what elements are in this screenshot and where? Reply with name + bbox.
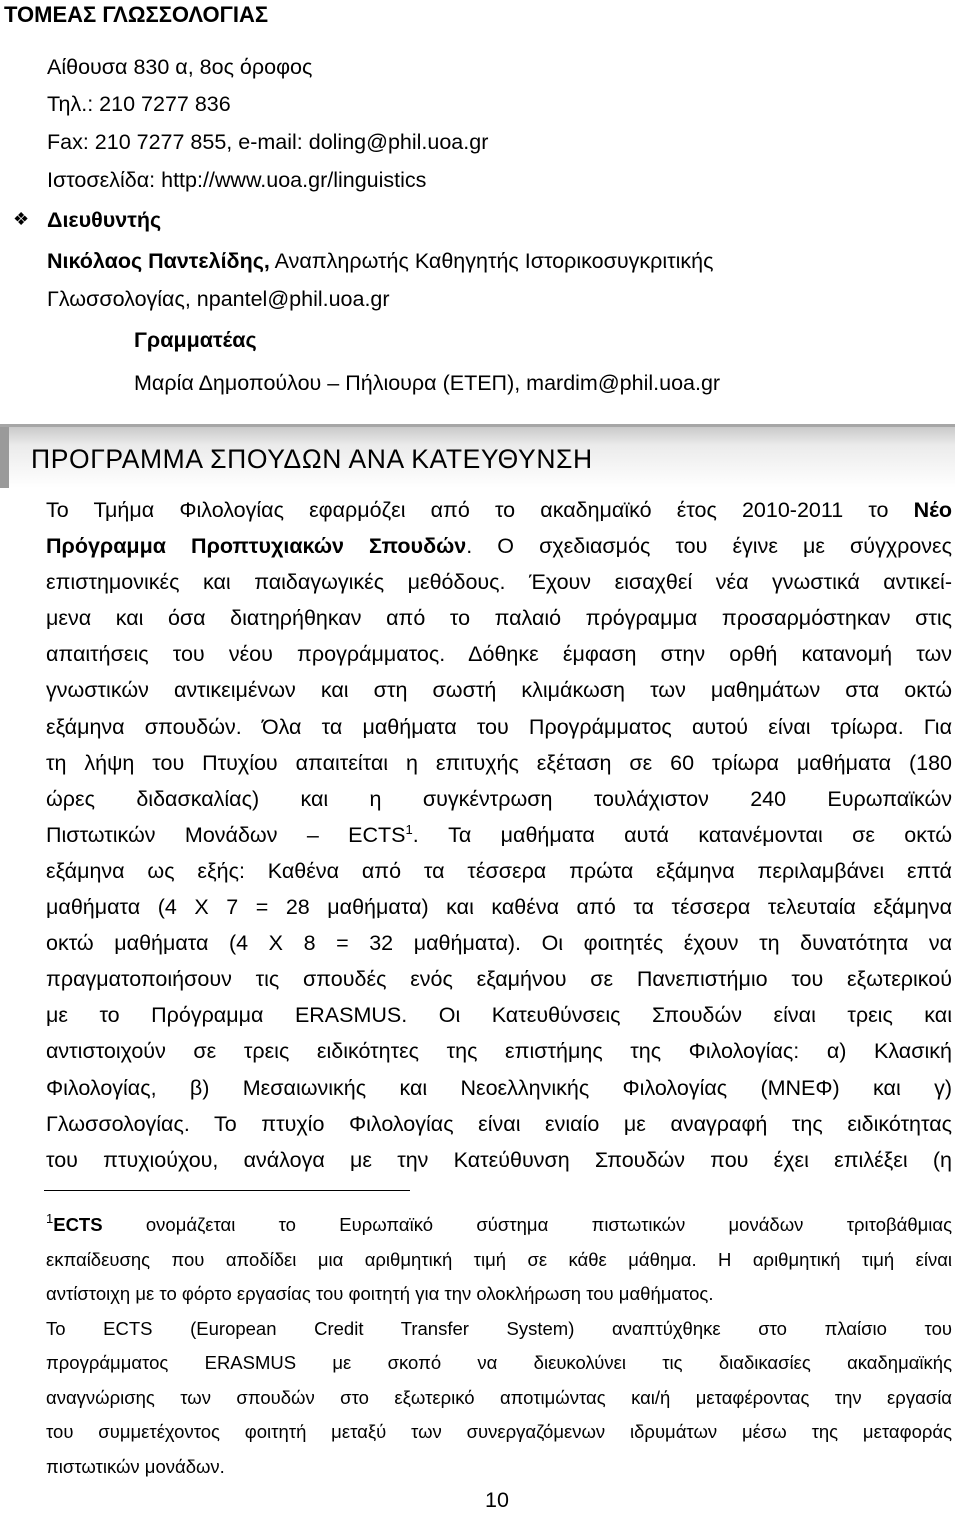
paragraph-line [46,492,952,528]
director-line-2: Γλωσσολογίας, npantel@phil.uoa.gr [47,287,390,311]
footnote-line: αντίστοιχη με το φόρτο εργασίας του φοιτητή για την ολοκλήρωση του μαθήματος. [46,1283,714,1304]
paragraph-line: επιστημονικές και παιδαγωγικές μεθόδους. Έχουν εισαχθεί νέα γνωστικά αντικεί- [46,570,952,595]
section-title: ΤΟΜΕΑΣ ΓΛΩΣΣΟΛΟΓΙΑΣ [4,2,269,27]
page-number: 10 [485,1488,509,1512]
footnote-line: του συμμετέχοντος φοιτητή μεταξύ των συνεργαζόμενων ιδρυμάτων μέσω της μεταφοράς [46,1421,952,1442]
paragraph-line: μαθήματα (4 Χ 7 = 28 μαθήματα) και καθένα από τα τέσσερα τελευταία εξάμηνα [46,895,952,920]
paragraph-line: εξάμηνα ως εξής: Καθένα από τα τέσσερα πρώτα εξάμηνα περιλαμβάνει επτά [46,858,952,883]
secretary-info: Μαρία Δημοπούλου – Πήλιουρα (ΕΤΕΠ), mardim@phil.uoa.gr [134,371,721,395]
banner-accent-bar [0,427,9,488]
program-paragraph [46,492,952,1178]
paragraph-line: τη λήψη του Πτυχίου απαιτείται η επιτυχής εξέταση σε 60 τρίωρα μαθήματα (180 [46,750,952,775]
footnote-bold-text: ECTS [53,1214,103,1235]
paragraph-line: πραγματοποιήσουν τις σπουδές ενός εξαμήνου σε Πανεπιστήμιο του εξωτερικού [46,967,952,992]
diamond-bullet-icon: ❖ [13,209,30,229]
footnote-divider [44,1190,410,1191]
footnote-line: προγράμματος ERASMUS με σκοπό να διευκολύνει τις διαδικασίες ακαδημαϊκής [46,1352,952,1373]
paragraph-text: . Τα μαθήματα αυτά κατανέμονται σε οκτώ [412,822,952,847]
phone-info: Τηλ.: 210 7277 836 [47,92,231,116]
paragraph-bold-text: Πρόγραμμα Προπτυχιακών Σπουδών [46,534,467,559]
director-heading: Διευθυντής [47,208,162,232]
paragraph-text: Πιστωτικών Μονάδων – ECTS [46,822,406,847]
paragraph-line: εξάμηνα σπουδών. Όλα τα μαθήματα του Προγράμματος αυτού είναι τρίωρα. Για [46,714,952,739]
footnote-text: ονομάζεται το Ευρωπαϊκό σύστημα πιστωτικών μονάδων τριτοβάθμιας [102,1214,952,1235]
paragraph-line: Φιλολογίας, β) Μεσαιωνικής και Νεοελληνικής Φιλολογίας (ΜΝΕΦ) και γ) [46,1075,952,1100]
program-heading: ΠΡΟΓΡΑΜΜΑ ΣΠΟΥΔΩΝ ΑΝΑ ΚΑΤΕΥΘΥΝΣΗ [31,444,593,474]
paragraph-line: μενα και όσα διατηρήθηκαν από το παλαιό πρόγραμμα προσαρμόστηκαν στις [46,606,952,631]
paragraph-line: Γλωσσολογίας. Το πτυχίο Φιλολογίας είναι ενιαίο με αναγραφή της ειδικότητας [46,1111,952,1136]
room-info: Αίθουσα 830 α, 8ος όροφος [47,55,313,79]
program-heading-banner [0,424,955,488]
director-role: Αναπληρωτής Καθηγητής Ιστορικοσυγκριτικής [269,249,714,273]
footnote-mark: 1 [46,1211,54,1226]
paragraph-bold-text: Νέο [913,498,952,522]
paragraph-line: αντιστοιχούν σε τρεις ειδικότητες της επιστήμης της Φιλολογίας: α) Κλασική [46,1039,952,1064]
footnote-line [46,1208,952,1243]
footnote-line: εκπαίδευσης που αποδίδει μια αριθμητική τιμή σε κάθε μάθημα. Η αριθμητική τιμή είναι [46,1248,952,1270]
footnote-line: Το ECTS (European Credit Transfer System) αναπτύχθηκε στο πλαίσιο του [46,1317,952,1339]
fax-email-info: Fax: 210 7277 855, e-mail: doling@phil.uoa.gr [47,130,489,154]
footnote [46,1208,952,1484]
footnote-line: αναγνώρισης των σπουδών στο εξωτερικό αποτιμώντας και/ή μεταφέροντας την εργασία [46,1386,952,1408]
website-info: Ιστοσελίδα: http://www.uoa.gr/linguistics [47,168,427,192]
footnote-ref: 1 [405,821,413,837]
director-name: Νικόλαος Παντελίδης, [47,249,270,273]
paragraph-line [46,817,952,853]
paragraph-line: γνωστικών αντικειμένων και στη σωστή κλιμάκωση των μαθημάτων στα οκτώ [46,678,952,703]
paragraph-line: του πτυχιούχου, ανάλογα με την Κατεύθυνση Σπουδών που έχει επιλέξει (η [46,1147,952,1172]
paragraph-line: με το Πρόγραμμα ERASMUS. Οι Κατευθύνσεις Σπουδών είναι τρεις και [46,1003,952,1028]
paragraph-line [46,528,952,564]
paragraph-text: Το Τμήμα Φιλολογίας εφαρμόζει από το ακαδημαϊκό έτος 2010-2011 το [46,498,914,522]
director-line-1 [47,249,713,274]
paragraph-line: απαιτήσεις του νέου προγράμματος. Δόθηκε έμφαση στην ορθή κατανομή των [46,642,952,667]
footnote-line: πιστωτικών μονάδων. [46,1455,225,1477]
secretary-heading: Γραμματέας [134,328,257,352]
paragraph-text: . Ο σχεδιασμός του έγινε με σύγχρονες [466,534,952,559]
paragraph-line: ώρες διδασκαλίας) και η συγκέντρωση τουλάχιστον 240 Ευρωπαϊκών [46,786,952,811]
paragraph-line: οκτώ μαθήματα (4 Χ 8 = 32 μαθήματα). Οι φοιτητές έχουν τη δυνατότητα να [46,931,952,956]
